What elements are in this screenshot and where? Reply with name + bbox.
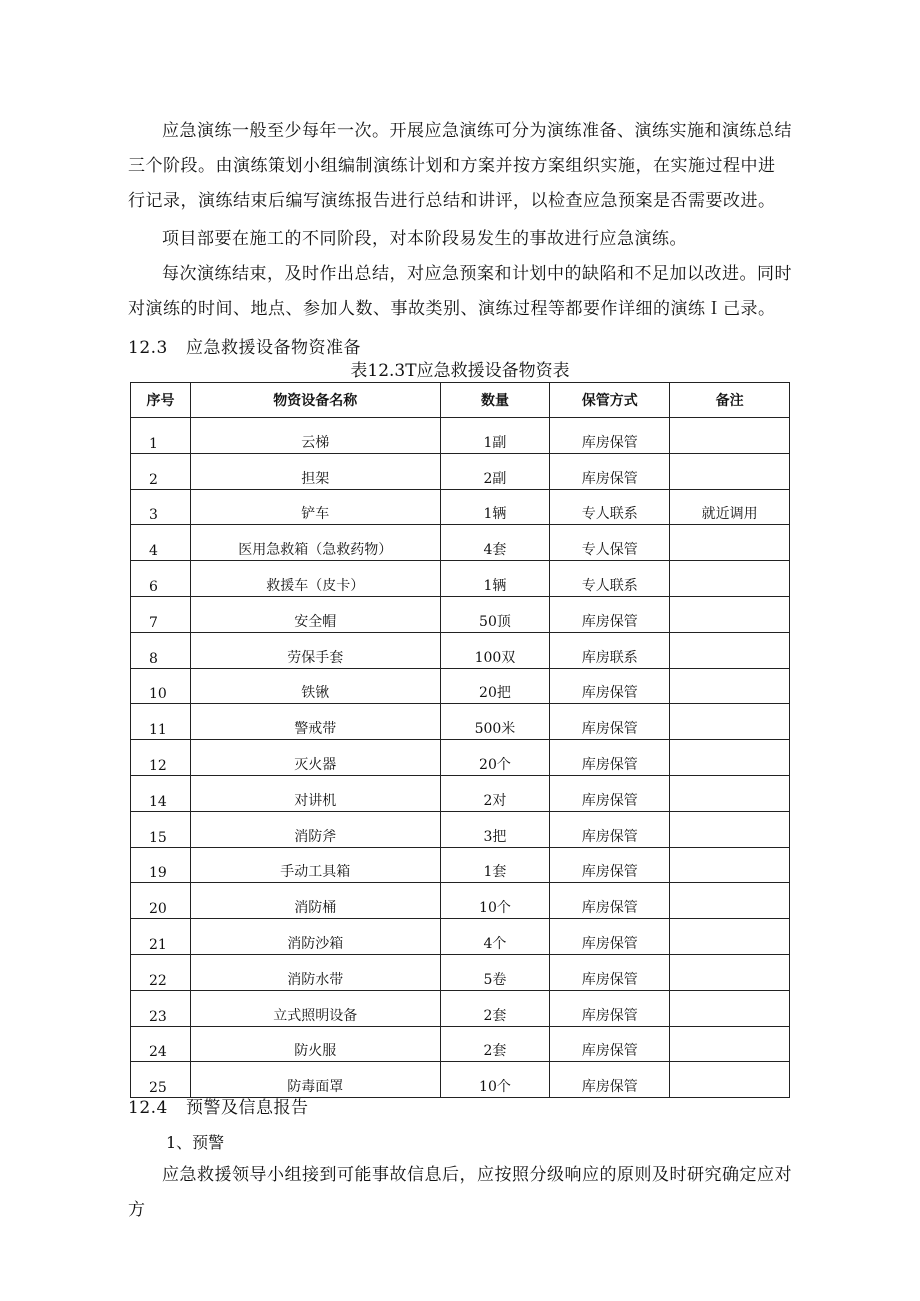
table-row [131, 525, 790, 561]
cell-name: 劳保手套 [190, 632, 440, 668]
section-number: 12.4 [128, 1098, 168, 1118]
cell-quantity: 50顶 [440, 596, 550, 632]
cell-no: 23 [131, 990, 191, 1026]
cell-remark [670, 704, 790, 740]
cell-storage: 库房保管 [550, 704, 670, 740]
cell-storage: 库房保管 [550, 1062, 670, 1098]
table-row [131, 811, 790, 847]
cell-storage: 库房保管 [550, 418, 670, 454]
cell-remark [670, 453, 790, 489]
table-row [131, 632, 790, 668]
cell-no: 1 [131, 418, 191, 454]
cell-storage: 库房保管 [550, 954, 670, 990]
cell-quantity: 20把 [440, 668, 550, 704]
header-name: 物资设备名称 [190, 383, 440, 418]
table-header-row [131, 383, 790, 418]
cell-remark [670, 1026, 790, 1062]
cell-name: 医用急救箱（急救药物） [190, 525, 440, 561]
cell-remark [670, 632, 790, 668]
cell-quantity: 1辆 [440, 561, 550, 597]
cell-quantity: 20个 [440, 740, 550, 776]
cell-name: 消防斧 [190, 811, 440, 847]
table-row [131, 990, 790, 1026]
section-heading-12-4 [128, 1093, 309, 1118]
cell-name: 铲车 [190, 489, 440, 525]
table-row [131, 418, 790, 454]
cell-name: 对讲机 [190, 775, 440, 811]
header-quantity: 数量 [440, 383, 550, 418]
cell-quantity: 1套 [440, 847, 550, 883]
cell-remark [670, 525, 790, 561]
table-row [131, 740, 790, 776]
equipment-table [130, 382, 790, 1098]
cell-remark [670, 1062, 790, 1098]
header-storage: 保管方式 [550, 383, 670, 418]
cell-no: 10 [131, 668, 191, 704]
cell-quantity: 2对 [440, 775, 550, 811]
cell-no: 24 [131, 1026, 191, 1062]
cell-storage: 库房保管 [550, 847, 670, 883]
cell-name: 铁锹 [190, 668, 440, 704]
cell-no: 3 [131, 489, 191, 525]
table-row [131, 453, 790, 489]
cell-quantity: 10个 [440, 883, 550, 919]
cell-name: 救援车（皮卡） [190, 561, 440, 597]
cell-remark [670, 990, 790, 1026]
cell-no: 22 [131, 954, 191, 990]
cell-remark [670, 418, 790, 454]
cell-quantity: 1辆 [440, 489, 550, 525]
table-row [131, 561, 790, 597]
cell-remark [670, 561, 790, 597]
table-row [131, 489, 790, 525]
cell-name: 消防沙箱 [190, 919, 440, 955]
cell-no: 21 [131, 919, 191, 955]
cell-storage: 库房保管 [550, 775, 670, 811]
cell-quantity: 100双 [440, 632, 550, 668]
cell-storage: 库房联系 [550, 632, 670, 668]
cell-no: 19 [131, 847, 191, 883]
cell-storage: 库房保管 [550, 453, 670, 489]
cell-name: 手动工具箱 [190, 847, 440, 883]
cell-storage: 专人联系 [550, 489, 670, 525]
table-row [131, 668, 790, 704]
header-no: 序号 [131, 383, 191, 418]
cell-remark [670, 596, 790, 632]
cell-remark [670, 775, 790, 811]
cell-storage: 库房保管 [550, 919, 670, 955]
cell-name: 警戒带 [190, 704, 440, 740]
cell-remark [670, 811, 790, 847]
cell-quantity: 2副 [440, 453, 550, 489]
cell-storage: 库房保管 [550, 883, 670, 919]
table-row [131, 919, 790, 955]
cell-quantity: 5卷 [440, 954, 550, 990]
cell-quantity: 4套 [440, 525, 550, 561]
table-row [131, 954, 790, 990]
cell-quantity: 2套 [440, 1026, 550, 1062]
cell-quantity: 500米 [440, 704, 550, 740]
table-row [131, 883, 790, 919]
section-number: 12.3 [128, 338, 168, 358]
cell-quantity: 3把 [440, 811, 550, 847]
cell-quantity: 10个 [440, 1062, 550, 1098]
cell-remark: 就近调用 [670, 489, 790, 525]
cell-no: 4 [131, 525, 191, 561]
cell-storage: 库房保管 [550, 1026, 670, 1062]
cell-name: 消防桶 [190, 883, 440, 919]
intro-paragraph-2: 项目部要在施工的不同阶段，对本阶段易发生的事故进行应急演练。 [162, 229, 687, 249]
cell-remark [670, 668, 790, 704]
table-row [131, 596, 790, 632]
cell-remark [670, 954, 790, 990]
cell-storage: 库房保管 [550, 811, 670, 847]
cell-storage: 库房保管 [550, 990, 670, 1026]
intro-paragraph-3: 每次演练结束，及时作出总结，对应急预案和计划中的缺陷和不足加以改进。同时对演练的时间、地点、参加人数、事故类别、演练过程等都要作详细的演练Ｉ己录。 [128, 264, 792, 319]
cell-no: 25 [131, 1062, 191, 1098]
section-title: 应急救援设备物资准备 [186, 338, 361, 358]
cell-quantity: 2套 [440, 990, 550, 1026]
cell-remark [670, 740, 790, 776]
cell-remark [670, 919, 790, 955]
cell-storage: 库房保管 [550, 668, 670, 704]
subsection-heading: 1、预警 [166, 1133, 225, 1152]
cell-name: 安全帽 [190, 596, 440, 632]
table-caption: 表12.3T应急救援设备物资表 [350, 361, 570, 381]
section-heading-12-3 [128, 333, 361, 358]
cell-quantity: 4个 [440, 919, 550, 955]
cell-no: 8 [131, 632, 191, 668]
cell-name: 消防水带 [190, 954, 440, 990]
cell-name: 灭火器 [190, 740, 440, 776]
cell-name: 云梯 [190, 418, 440, 454]
cell-storage: 专人联系 [550, 561, 670, 597]
cell-no: 20 [131, 883, 191, 919]
cell-name: 担架 [190, 453, 440, 489]
table-row [131, 704, 790, 740]
cell-no: 2 [131, 453, 191, 489]
section-title: 预警及信息报告 [186, 1098, 309, 1118]
closing-paragraph: 应急救援领导小组接到可能事故信息后，应按照分级响应的原则及时研究确定应对方 [128, 1165, 792, 1220]
cell-no: 11 [131, 704, 191, 740]
cell-storage: 库房保管 [550, 596, 670, 632]
cell-no: 12 [131, 740, 191, 776]
cell-name: 立式照明设备 [190, 990, 440, 1026]
cell-name: 防火服 [190, 1026, 440, 1062]
cell-storage: 专人保管 [550, 525, 670, 561]
cell-quantity: 1副 [440, 418, 550, 454]
cell-storage: 库房保管 [550, 740, 670, 776]
cell-no: 15 [131, 811, 191, 847]
cell-no: 14 [131, 775, 191, 811]
table-row [131, 775, 790, 811]
header-remark: 备注 [670, 383, 790, 418]
cell-remark [670, 847, 790, 883]
cell-no: 6 [131, 561, 191, 597]
cell-name: 防毒面罩 [190, 1062, 440, 1098]
cell-remark [670, 883, 790, 919]
table-row [131, 847, 790, 883]
table-row [131, 1026, 790, 1062]
intro-paragraph-1: 应急演练一般至少每年一次。开展应急演练可分为演练准备、演练实施和演练总结三个阶段。由演练策划小组编制演练计划和方案并按方案组织实施，在实施过程中进行记录，演练结束后编写演练报告进行总结和讲评，以检查应急预案是否需要改进。 [128, 121, 792, 211]
cell-no: 7 [131, 596, 191, 632]
